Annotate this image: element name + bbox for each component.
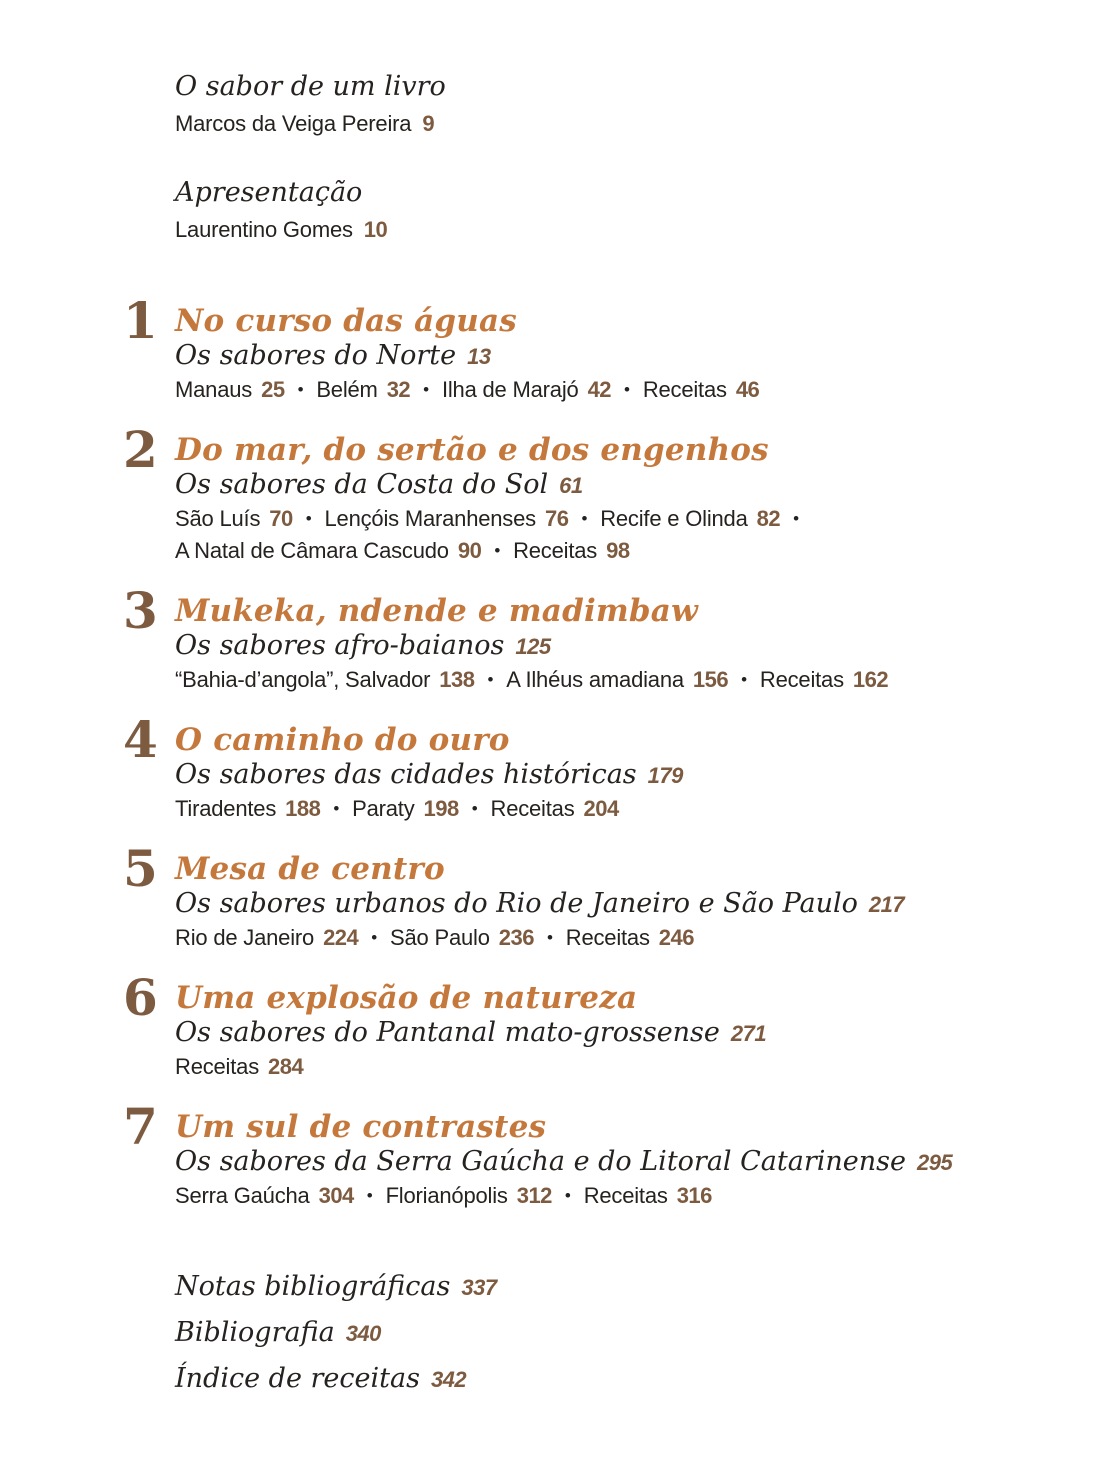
location-label: Receitas [759,667,844,692]
location-page-number: 25 [261,377,285,402]
chapter-title: No curso das águas [175,303,517,339]
chapter-subtitle: Os sabores do Norte [175,340,457,371]
bullet-separator: • [564,1186,571,1205]
location-page-number: 204 [583,796,619,821]
chapter-number: 6 [123,968,158,1027]
chapter-locations [175,664,965,696]
chapter-number: 3 [123,581,158,640]
back-matter-item [175,1270,1040,1305]
back-matter-title: Índice de receitas [175,1363,420,1394]
location-label: “Bahia-d’angola”, Salvador [175,667,431,692]
location-page-number: 162 [852,667,889,692]
page-number: 342 [430,1367,467,1392]
location-label: Receitas [490,796,575,821]
chapter-subtitle-line [175,1016,1040,1051]
page-number: 13 [467,344,491,369]
chapter-entry [123,1097,1040,1212]
author-name: Laurentino Gomes [175,217,353,242]
bullet-separator: • [366,1186,373,1205]
location-label: Rio de Janeiro [175,925,315,950]
chapter-title: Uma explosão de natureza [175,980,638,1016]
location-label: Florianópolis [385,1183,508,1208]
location-label: A Ilhéus amadiana [506,667,684,692]
chapter-subtitle: Os sabores da Serra Gaúcha e do Litoral Catarinense [175,1146,906,1177]
chapter-locations [175,1180,965,1212]
page-number: 10 [363,217,388,242]
chapter-locations [175,793,965,825]
front-matter-title: Apresentação [175,177,363,208]
location-page-number: 90 [457,538,482,563]
location-label: Receitas [513,538,598,563]
chapter-subtitle: Os sabores do Pantanal mato-grossense [175,1017,720,1048]
location-label: Receitas [642,377,727,402]
location-page-number: 46 [735,377,760,402]
page-number: 217 [868,892,905,917]
location-label: São Paulo [390,925,490,950]
location-label: Tiradentes [175,796,277,821]
bullet-separator: • [371,928,378,947]
bullet-separator: • [423,380,429,399]
bullet-separator: • [487,670,494,689]
location-page-number: 284 [268,1054,304,1079]
chapter-locations [175,922,965,954]
front-matter [175,70,1040,244]
chapter-subtitle: Os sabores urbanos do Rio de Janeiro e São Paulo [175,888,858,919]
location-page-number: 70 [269,506,293,531]
chapter-entry [123,581,1040,696]
front-matter-author-line [175,216,1040,244]
chapter-number: 2 [123,420,158,479]
location-label: Belém [316,377,378,402]
chapter-subtitle: Os sabores afro-baianos [175,630,505,661]
chapter-entry [123,291,1040,406]
chapter-title: Mesa de centro [175,851,445,887]
location-label: Lençóis Maranhenses [324,506,536,531]
page-number: 271 [730,1021,767,1046]
location-label: Receitas [583,1183,668,1208]
location-page-number: 312 [516,1183,552,1208]
chapter-title: Do mar, do sertão e dos engenhos [175,432,769,468]
page-number: 340 [345,1321,381,1346]
back-matter-item [175,1316,1040,1351]
back-matter-item [175,1362,1040,1397]
chapter-subtitle-line [175,629,1040,664]
location-page-number: 76 [544,506,569,531]
location-page-number: 316 [676,1183,712,1208]
location-label: Recife e Olinda [600,506,748,531]
bullet-separator: • [793,509,799,528]
chapter-locations [175,503,965,567]
chapter-entry [123,839,1040,954]
chapter-subtitle-line [175,339,1040,374]
location-page-number: 246 [658,925,694,950]
location-label: Paraty [352,796,415,821]
chapter-entry [123,710,1040,825]
bullet-separator: • [494,541,501,560]
chapter-number: 1 [123,291,158,350]
location-page-number: 42 [587,377,612,402]
location-page-number: 98 [606,538,630,563]
page-number: 337 [461,1275,497,1300]
location-page-number: 82 [756,506,781,531]
location-page-number: 32 [386,377,411,402]
bullet-separator: • [471,799,478,818]
page-number: 125 [515,634,551,659]
bullet-separator: • [741,670,747,689]
location-label: Receitas [565,925,650,950]
bullet-separator: • [581,509,588,528]
chapter-entry [123,968,1040,1083]
location-label: Receitas [175,1054,259,1079]
location-label: Ilha de Marajó [441,377,579,402]
chapter-subtitle-line [175,468,1040,503]
chapter-title: O caminho do ouro [175,722,510,758]
location-page-number: 236 [498,925,534,950]
author-name: Marcos da Veiga Pereira [175,111,412,136]
chapter-subtitle: Os sabores das cidades históricas [175,759,637,790]
front-matter-item [175,70,1040,138]
chapter-subtitle-line [175,1145,1040,1180]
chapter-subtitle-line [175,758,1040,793]
bullet-separator: • [624,380,630,399]
chapter-list [123,291,1040,1212]
bullet-separator: • [333,799,340,818]
chapter-title: Um sul de contrastes [175,1109,547,1145]
page-number: 61 [559,473,583,498]
location-page-number: 156 [692,667,729,692]
chapter-subtitle: Os sabores da Costa do Sol [175,469,549,500]
front-matter-title: O sabor de um livro [175,71,446,102]
bullet-separator: • [547,928,553,947]
chapter-locations [175,374,965,406]
location-label: Manaus [175,377,253,402]
chapter-title: Mukeka, ndende e madimbaw [175,593,698,629]
location-page-number: 224 [323,925,359,950]
back-matter [175,1270,1040,1397]
location-page-number: 188 [285,796,321,821]
chapter-number: 5 [123,839,158,898]
page-number: 295 [916,1150,953,1175]
chapter-entry [123,420,1040,567]
back-matter-title: Notas bibliográficas [175,1271,451,1302]
location-label: São Luís [175,506,261,531]
front-matter-author-line [175,110,1040,138]
back-matter-title: Bibliografia [175,1317,335,1348]
chapter-locations [175,1051,965,1083]
front-matter-item [175,176,1040,244]
chapter-number: 7 [123,1097,158,1156]
location-label: Serra Gaúcha [175,1183,310,1208]
chapter-subtitle-line [175,887,1040,922]
location-page-number: 138 [439,667,475,692]
page-number: 9 [422,111,435,136]
location-label: A Natal de Câmara Cascudo [175,538,449,563]
page-number: 179 [647,763,683,788]
bullet-separator: • [297,380,304,399]
bullet-separator: • [305,509,312,528]
location-page-number: 198 [423,796,459,821]
chapter-number: 4 [123,710,158,769]
location-page-number: 304 [318,1183,354,1208]
